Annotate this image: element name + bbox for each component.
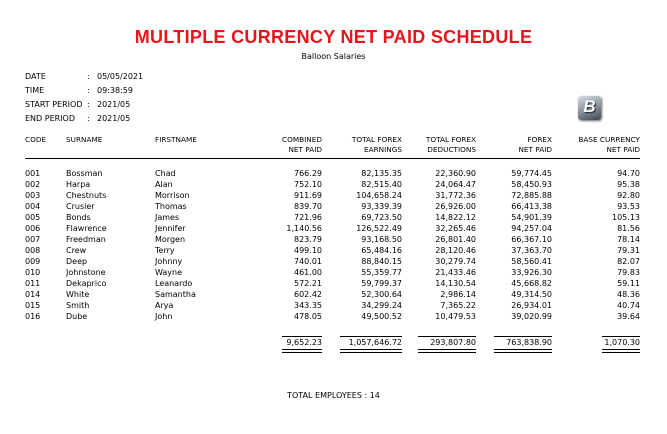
col-header-line: TOTAL FOREX xyxy=(351,135,402,144)
company-logo-icon xyxy=(578,96,601,120)
cell-base: 39.64 xyxy=(617,312,640,321)
table-row xyxy=(0,169,667,179)
cell-base: 81.56 xyxy=(617,224,640,233)
cell-deductions: 21,433.46 xyxy=(435,268,476,277)
cell-base: 79.83 xyxy=(617,268,640,277)
cell-forex-net: 37,363.70 xyxy=(511,246,552,255)
totals-top-rule-earnings xyxy=(340,336,402,337)
table-row xyxy=(0,268,667,278)
cell-combined: 839.70 xyxy=(294,202,322,211)
cell-earnings: 88,840.15 xyxy=(361,257,402,266)
cell-surname: Johnstone xyxy=(66,268,106,277)
col-header-line: BASE CURRENCY xyxy=(578,135,640,144)
cell-forex-net: 72,885.88 xyxy=(511,191,552,200)
cell-combined: 766.29 xyxy=(294,169,322,178)
total-deductions: 293,807.80 xyxy=(430,338,476,347)
table-row xyxy=(0,213,667,223)
table-row xyxy=(0,257,667,267)
cell-deductions: 2,986.14 xyxy=(440,290,476,299)
total-underline-combined xyxy=(282,349,322,353)
table-row xyxy=(0,180,667,190)
cell-code: 008 xyxy=(25,246,41,255)
cell-base: 82.07 xyxy=(617,257,640,266)
cell-surname: Chestnuts xyxy=(66,191,107,200)
cell-code: 016 xyxy=(25,312,41,321)
table-row xyxy=(0,246,667,256)
totals-top-rule-base xyxy=(602,336,640,337)
cell-firstname: John xyxy=(155,312,173,321)
meta-label: DATE xyxy=(25,72,46,81)
cell-earnings: 49,500.52 xyxy=(361,312,402,321)
cell-base: 93.53 xyxy=(617,202,640,211)
totals-row xyxy=(0,338,667,348)
cell-earnings: 69,723.50 xyxy=(361,213,402,222)
cell-surname: Dube xyxy=(66,312,88,321)
cell-code: 006 xyxy=(25,224,41,233)
cell-combined: 911.69 xyxy=(294,191,322,200)
col-header-line: EARNINGS xyxy=(363,145,402,154)
meta-colon: : xyxy=(87,86,90,95)
col-header-line: DEDUCTIONS xyxy=(427,145,476,154)
meta-value: 2021/05 xyxy=(97,114,131,123)
cell-combined: 602.42 xyxy=(294,290,322,299)
cell-combined: 721.96 xyxy=(294,213,322,222)
cell-code: 002 xyxy=(25,180,41,189)
cell-base: 92.80 xyxy=(617,191,640,200)
table-row xyxy=(0,202,667,212)
cell-code: 015 xyxy=(25,301,41,310)
cell-firstname: Morrison xyxy=(155,191,190,200)
cell-forex-net: 66,367.10 xyxy=(511,235,552,244)
col-header-line: FOREX xyxy=(527,135,552,144)
cell-surname: Crew xyxy=(66,246,87,255)
cell-code: 004 xyxy=(25,202,41,211)
logo-letter: B xyxy=(583,97,596,116)
cell-deductions: 14,130.54 xyxy=(435,279,476,288)
meta-colon: : xyxy=(87,100,90,109)
cell-deductions: 26,926.00 xyxy=(435,202,476,211)
cell-forex-net: 54,901.39 xyxy=(511,213,552,222)
cell-earnings: 59,799.37 xyxy=(361,279,402,288)
cell-code: 005 xyxy=(25,213,41,222)
meta-label: TIME xyxy=(25,86,45,95)
cell-earnings: 34,299.24 xyxy=(361,301,402,310)
table-row xyxy=(0,279,667,289)
col-header-combined xyxy=(242,135,322,155)
total-underline-forex-net xyxy=(494,349,552,353)
cell-earnings: 65,484.16 xyxy=(361,246,402,255)
cell-combined: 478.05 xyxy=(294,312,322,321)
col-header-line: NET PAID xyxy=(288,145,322,154)
cell-earnings: 52,300.64 xyxy=(361,290,402,299)
total-base: 1,070.30 xyxy=(604,338,640,347)
meta-colon: : xyxy=(87,72,90,81)
cell-combined: 499.10 xyxy=(294,246,322,255)
cell-firstname: Samantha xyxy=(155,290,196,299)
meta-value: 09:38:59 xyxy=(97,86,133,95)
cell-earnings: 93,339.39 xyxy=(361,202,402,211)
totals-top-rule-combined xyxy=(282,336,322,337)
cell-base: 105.13 xyxy=(612,213,640,222)
cell-combined: 752.10 xyxy=(294,180,322,189)
table-row xyxy=(0,290,667,300)
cell-surname: Harpa xyxy=(66,180,91,189)
cell-forex-net: 33,926.30 xyxy=(511,268,552,277)
cell-earnings: 82,515.40 xyxy=(361,180,402,189)
total-underline-deductions xyxy=(418,349,476,353)
cell-firstname: Wayne xyxy=(155,268,183,277)
cell-firstname: Arya xyxy=(155,301,174,310)
totals-top-rule-forex-net xyxy=(494,336,552,337)
col-header-line: TOTAL FOREX xyxy=(425,135,476,144)
cell-surname: Smith xyxy=(66,301,90,310)
col-header-base-currency xyxy=(550,135,640,155)
cell-forex-net: 94,257.04 xyxy=(511,224,552,233)
cell-earnings: 104,658.24 xyxy=(356,191,402,200)
table-row xyxy=(0,312,667,322)
cell-forex-net: 58,560.41 xyxy=(511,257,552,266)
cell-firstname: Johnny xyxy=(155,257,183,266)
table-row xyxy=(0,224,667,234)
cell-surname: Dekaprico xyxy=(66,279,107,288)
cell-combined: 572.21 xyxy=(294,279,322,288)
total-employees: TOTAL EMPLOYEES : 14 xyxy=(287,391,380,400)
total-combined: 9,652.23 xyxy=(286,338,322,347)
cell-surname: White xyxy=(66,290,90,299)
cell-deductions: 31,772.36 xyxy=(435,191,476,200)
cell-firstname: James xyxy=(155,213,180,222)
report-title: MULTIPLE CURRENCY NET PAID SCHEDULE xyxy=(134,27,533,47)
meta-colon: : xyxy=(87,114,90,123)
col-header-line: COMBINED xyxy=(282,135,322,144)
cell-earnings: 55,359.77 xyxy=(361,268,402,277)
cell-surname: Crusier xyxy=(66,202,95,211)
cell-deductions: 28,120.46 xyxy=(435,246,476,255)
cell-surname: Bossman xyxy=(66,169,103,178)
cell-forex-net: 58,450.93 xyxy=(511,180,552,189)
cell-surname: Deep xyxy=(66,257,88,266)
cell-base: 59.11 xyxy=(617,279,640,288)
table-row xyxy=(0,191,667,201)
cell-deductions: 14,822.12 xyxy=(435,213,476,222)
cell-deductions: 7,365.22 xyxy=(440,301,476,310)
cell-code: 007 xyxy=(25,235,41,244)
total-earnings: 1,057,646.72 xyxy=(348,338,402,347)
table-row xyxy=(0,301,667,311)
col-header-forex-deductions xyxy=(396,135,476,155)
col-header-line: NET PAID xyxy=(518,145,552,154)
cell-base: 40.74 xyxy=(617,301,640,310)
cell-surname: Bonds xyxy=(66,213,91,222)
cell-forex-net: 49,314.50 xyxy=(511,290,552,299)
meta-label: END PERIOD xyxy=(25,114,75,123)
cell-deductions: 30,279.74 xyxy=(435,257,476,266)
totals-top-rule-deductions xyxy=(418,336,476,337)
cell-forex-net: 39,020.99 xyxy=(511,312,552,321)
cell-deductions: 22,360.90 xyxy=(435,169,476,178)
cell-base: 94.70 xyxy=(617,169,640,178)
col-header-firstname: FIRSTNAME xyxy=(155,135,197,144)
cell-combined: 1,140.56 xyxy=(286,224,322,233)
report-subtitle: Balloon Salaries xyxy=(301,52,366,61)
cell-base: 79.31 xyxy=(617,246,640,255)
table-row xyxy=(0,235,667,245)
cell-forex-net: 26,934.01 xyxy=(511,301,552,310)
cell-firstname: Leanardo xyxy=(155,279,193,288)
total-underline-earnings xyxy=(340,349,402,353)
col-header-forex-earnings xyxy=(322,135,402,155)
cell-code: 001 xyxy=(25,169,41,178)
total-underline-base xyxy=(602,349,640,353)
cell-firstname: Terry xyxy=(155,246,175,255)
cell-surname: Flawrence xyxy=(66,224,107,233)
cell-combined: 823.79 xyxy=(294,235,322,244)
cell-base: 48.36 xyxy=(617,290,640,299)
cell-deductions: 10,479.53 xyxy=(435,312,476,321)
cell-forex-net: 66,413.38 xyxy=(511,202,552,211)
meta-label: START PERIOD xyxy=(25,100,83,109)
cell-firstname: Chad xyxy=(155,169,176,178)
cell-code: 010 xyxy=(25,268,41,277)
cell-firstname: Jennifer xyxy=(155,224,186,233)
cell-forex-net: 59,774.45 xyxy=(511,169,552,178)
cell-firstname: Thomas xyxy=(155,202,187,211)
header-divider xyxy=(25,158,640,159)
cell-code: 003 xyxy=(25,191,41,200)
meta-value: 05/05/2021 xyxy=(97,72,144,81)
cell-earnings: 82,135.35 xyxy=(361,169,402,178)
cell-earnings: 93,168.50 xyxy=(361,235,402,244)
cell-firstname: Morgen xyxy=(155,235,186,244)
cell-firstname: Alan xyxy=(155,180,173,189)
cell-code: 009 xyxy=(25,257,41,266)
cell-surname: Freedman xyxy=(66,235,106,244)
meta-value: 2021/05 xyxy=(97,100,131,109)
cell-combined: 343.35 xyxy=(294,301,322,310)
cell-code: 011 xyxy=(25,279,41,288)
cell-base: 95.38 xyxy=(617,180,640,189)
cell-deductions: 26,801.40 xyxy=(435,235,476,244)
cell-deductions: 32,265.46 xyxy=(435,224,476,233)
col-header-line: NET PAID xyxy=(606,145,640,154)
cell-combined: 740.01 xyxy=(294,257,322,266)
col-header-surname: SURNAME xyxy=(66,135,103,144)
cell-forex-net: 45,668.82 xyxy=(511,279,552,288)
total-forex-net: 763,838.90 xyxy=(506,338,552,347)
cell-earnings: 126,522.49 xyxy=(356,224,402,233)
cell-code: 014 xyxy=(25,290,41,299)
cell-base: 78.14 xyxy=(617,235,640,244)
col-header-forex-net xyxy=(472,135,552,155)
col-header-code: CODE xyxy=(25,135,47,144)
cell-combined: 461.00 xyxy=(294,268,322,277)
cell-deductions: 24,064.47 xyxy=(435,180,476,189)
